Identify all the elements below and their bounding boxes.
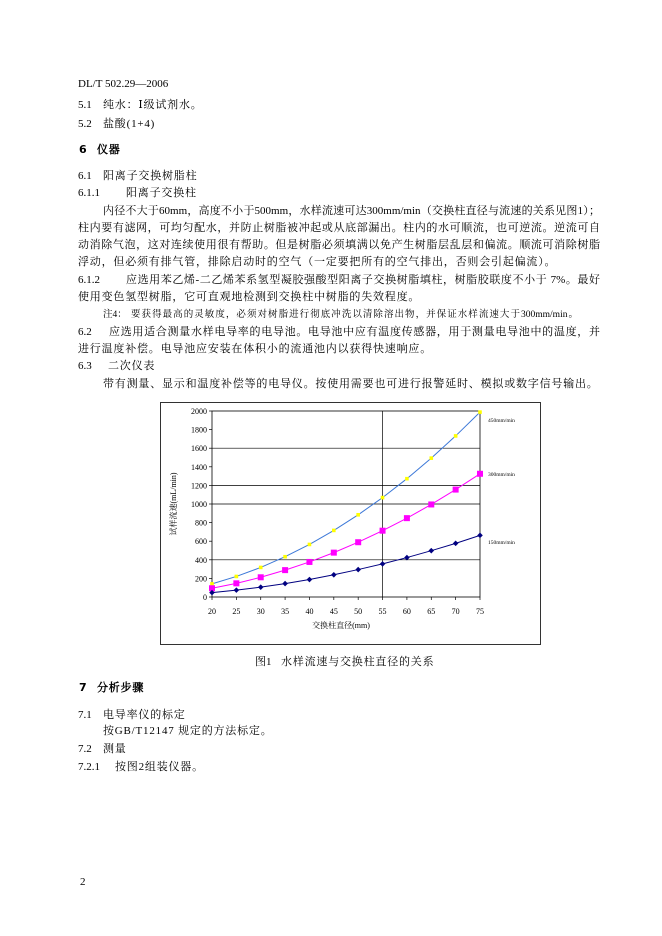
clause-number: 6.1.1: [78, 187, 100, 199]
y-tick-label: 400: [195, 555, 207, 565]
paragraph-line: [0, 255, 662, 269]
clause-text: 纯水：Ⅰ级试剂水。: [103, 99, 203, 111]
clause-7-1: [0, 708, 662, 722]
page-footer: [0, 875, 662, 889]
y-tick-label: 2000: [191, 407, 207, 416]
data-point: [235, 575, 239, 579]
data-point: [356, 513, 360, 517]
data-point: [454, 434, 458, 438]
paragraph-text: 应选用适合测量水样电导率的电导池。电导池中应有温度传感器，用于测量电导池中的温度，并: [109, 326, 600, 338]
x-tick-label: 35: [281, 607, 290, 616]
paragraph-line: [0, 342, 662, 356]
clause-number: 7.1: [78, 709, 92, 721]
section-title: 仪器: [97, 143, 121, 156]
clause-title: 二次仪表: [108, 360, 156, 372]
data-point: [381, 496, 385, 500]
series-label: 450mm/min: [488, 418, 515, 424]
y-tick-label: 800: [195, 518, 207, 528]
paragraph-line: [0, 204, 662, 218]
paragraph-line: [0, 238, 662, 252]
y-tick-label: 200: [195, 574, 207, 584]
data-point: [258, 574, 264, 580]
x-tick-label: 40: [305, 607, 314, 616]
clause-title: 阳离子交换树脂柱: [103, 170, 198, 182]
x-axis-title: 交换柱直径(mm): [312, 621, 370, 630]
clause-number: 6.1: [78, 170, 92, 182]
note-label: 注4：: [103, 310, 127, 320]
section-number: 7: [79, 681, 87, 694]
y-tick-label: 1600: [191, 444, 207, 454]
figure-1-caption: [0, 655, 662, 669]
clause-number: 5.1: [78, 99, 92, 111]
y-axis-title: 试样流速(mL/min): [169, 472, 178, 536]
paragraph-line: [0, 290, 662, 304]
clause-5-1: [0, 98, 662, 112]
paragraph-text: 进行温度补偿。电导池应安装在体积小的流通池内以获得快速响应。: [78, 343, 432, 355]
data-point: [405, 477, 409, 481]
clause-number: 5.2: [78, 118, 92, 130]
page-number: 2: [80, 876, 86, 888]
series-label: 300mm/min: [488, 472, 515, 478]
x-tick-label: 75: [476, 607, 484, 616]
x-tick-label: 30: [256, 607, 265, 616]
paragraph-text: 浮动，但必须有排气管，排除启动时的空气（一定要把所有的空气排出，否则会引起偏流）。: [78, 256, 557, 268]
clause-6-2: [0, 325, 662, 339]
y-tick-label: 1400: [191, 462, 207, 472]
data-point: [331, 550, 337, 556]
x-tick-label: 60: [402, 607, 411, 616]
data-point: [332, 529, 336, 533]
paragraph-text: 柱内要有滤网，可均匀配水，并防止树脂被冲起或从底部漏出。柱内的水可顺流，也可逆流。逆流可自: [78, 222, 600, 234]
y-tick-label: 0: [203, 593, 207, 602]
clause-number: 6.2: [78, 326, 92, 338]
clause-text: 盐酸(1+4): [103, 118, 156, 130]
x-tick-label: 45: [329, 607, 338, 616]
clause-number: 7.2: [78, 743, 92, 755]
clause-6-3: [0, 359, 662, 373]
data-point: [355, 539, 361, 545]
data-point: [259, 566, 263, 570]
data-point: [233, 580, 239, 586]
x-tick-label: 50: [354, 607, 363, 616]
clause-number: 6.1.2: [78, 274, 100, 286]
figure-1-chart: [160, 402, 541, 645]
y-tick-label: 1800: [191, 425, 207, 435]
x-tick-label: 25: [232, 607, 241, 616]
paragraph-line: [0, 221, 662, 235]
clause-7-2: [0, 742, 662, 756]
data-point: [308, 543, 312, 547]
figure-title: 水样流速与交换柱直径的关系: [281, 656, 435, 668]
paragraph-text: 应选用苯乙烯-二乙烯苯系氢型凝胶强酸型阳离子交换树脂填柱，树脂胶联度不小于 7%。最好: [126, 274, 600, 286]
data-point: [428, 501, 434, 507]
paragraph-text: 内径不大于60mm，高度不小于500mm，水样流速可达300mm/min（交换柱直径与流速的关系见图1）；: [103, 205, 600, 217]
data-point: [453, 487, 459, 493]
clause-6-1: [0, 169, 662, 183]
x-tick-label: 70: [451, 607, 460, 616]
running-header: [0, 77, 662, 91]
clause-number: 7.2.1: [78, 761, 100, 773]
paragraph-line: [0, 377, 662, 391]
clause-text: 按图2组装仪器。: [115, 761, 204, 773]
clause-number: 6.3: [78, 360, 92, 372]
clause-title: 阳离子交换柱: [126, 187, 197, 199]
document-code: DL/T 502.29—2006: [78, 78, 169, 90]
data-point: [477, 471, 483, 477]
x-tick-label: 20: [208, 607, 216, 616]
section-title: 分析步骤: [97, 681, 145, 694]
data-point: [429, 456, 433, 460]
clause-6-1-1: [0, 186, 662, 200]
paragraph-text: 使用变色氢型树脂，它可直观地检测到交换柱中树脂的失效程度。: [78, 291, 421, 303]
x-tick-label: 65: [427, 607, 436, 616]
data-point: [404, 515, 410, 521]
note-4: [0, 308, 662, 322]
y-tick-label: 1000: [191, 500, 207, 509]
data-point: [478, 410, 482, 414]
y-tick-label: 1200: [191, 481, 207, 491]
data-point: [210, 582, 214, 586]
data-point: [283, 555, 287, 559]
data-point: [282, 567, 288, 573]
series-label: 150mm/min: [488, 540, 515, 546]
paragraph-text: 按GB/T12147 规定的方法标定。: [103, 725, 273, 737]
data-point: [306, 559, 312, 565]
clause-5-2: [0, 117, 662, 131]
section-number: 6: [79, 143, 87, 156]
clause-title: 电导率仪的标定: [103, 709, 186, 721]
x-tick-label: 55: [378, 607, 387, 616]
section-6-heading: [0, 143, 662, 157]
clause-title: 测量: [103, 743, 127, 755]
paragraph-text: 带有测量、显示和温度补偿等的电导仪。按使用需要也可进行报警延时、模拟或数字信号输出。: [103, 378, 599, 390]
clause-7-2-1: [0, 760, 662, 774]
y-tick-label: 600: [195, 537, 207, 547]
clause-6-1-2: [0, 273, 662, 287]
section-7-heading: [0, 681, 662, 695]
paragraph-text: 动消除气泡，这对连续使用很有帮助。但是树脂必须填满以免产生树脂层乱层和偏流。顺流可消除树脂: [78, 239, 600, 251]
figure-label: 图1: [255, 656, 272, 668]
data-point: [380, 528, 386, 534]
note-text: 要获得最高的灵敏度，必须对树脂进行彻底冲洗以清除溶出物，并保证水样流速大于300mm/min。: [131, 310, 578, 320]
paragraph-line: [0, 724, 662, 738]
